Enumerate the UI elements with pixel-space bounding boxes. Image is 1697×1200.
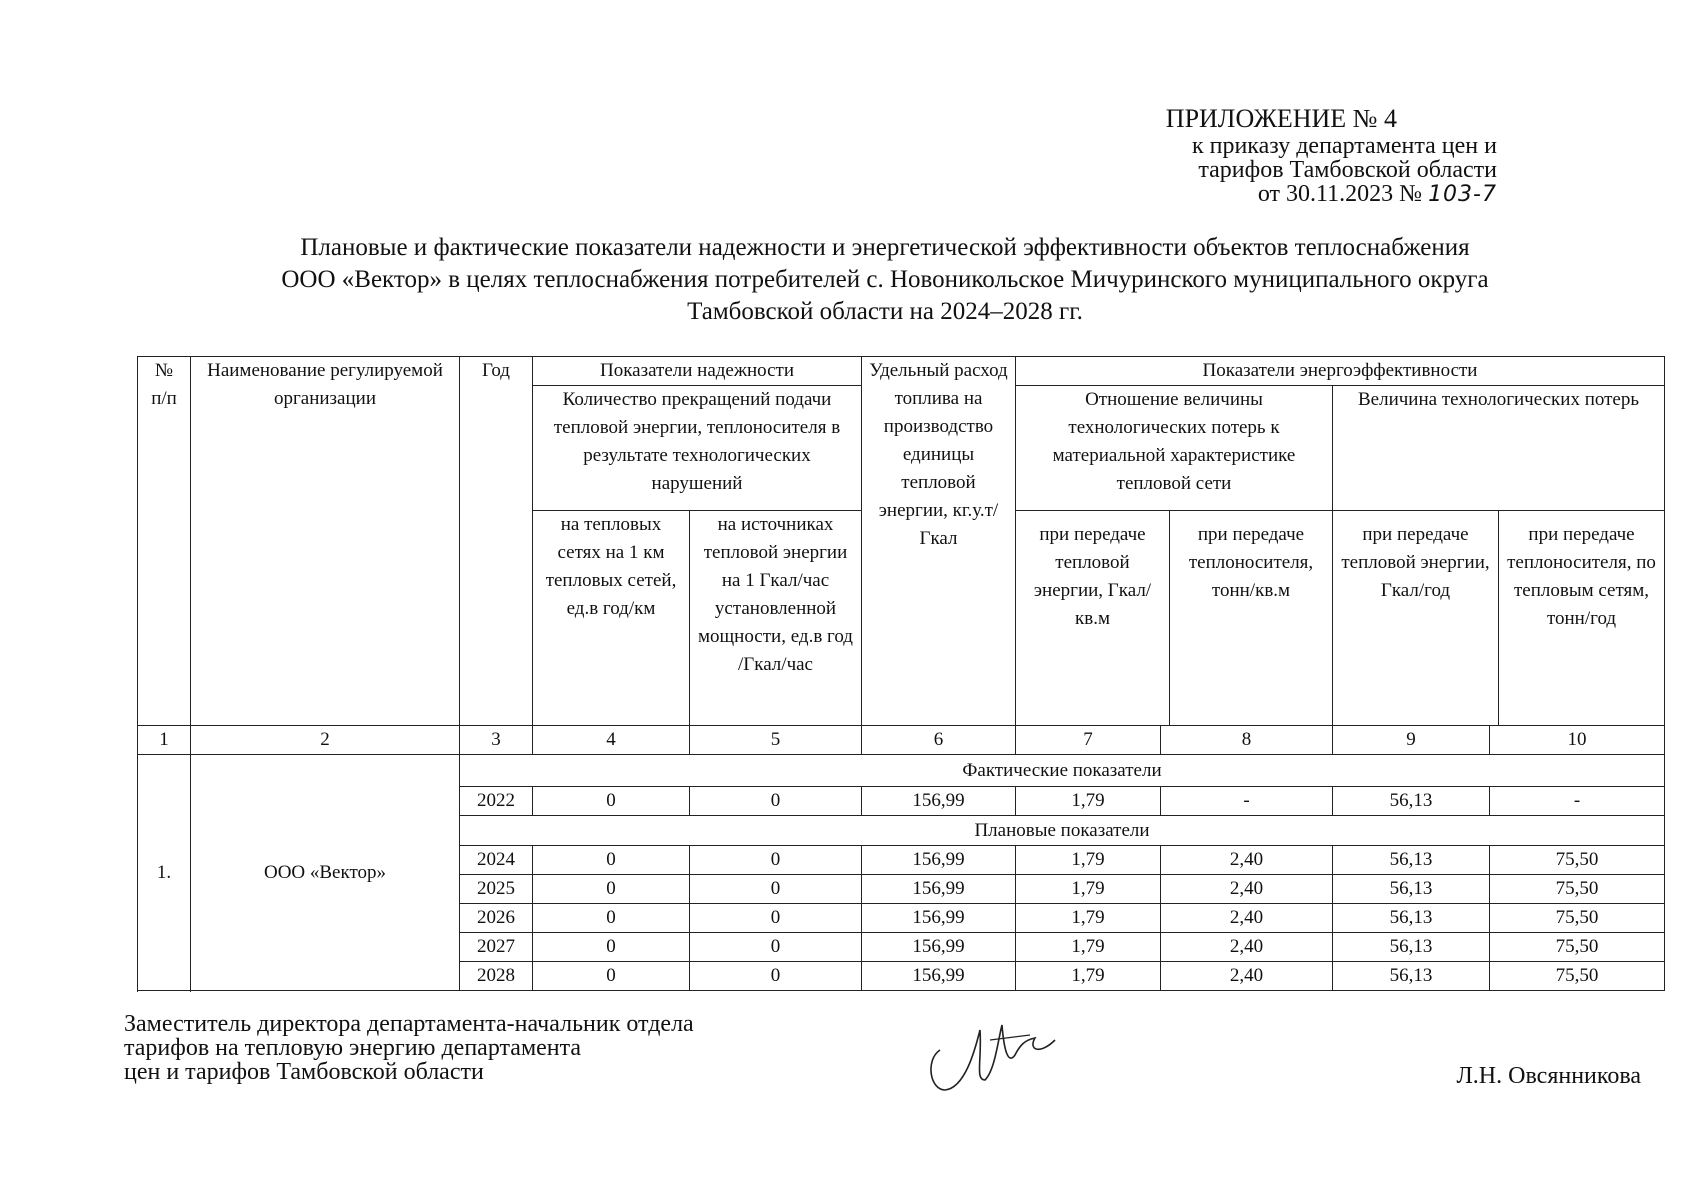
header-reliability-sub: Количество прекращений подачи тепловой энергии, теплоносителя в результате технологических нарушений — [533, 386, 862, 511]
table-cell: 2022 — [460, 787, 533, 816]
organization-name: ООО «Вектор» — [191, 755, 460, 991]
table-cell: 56,13 — [1333, 787, 1490, 816]
table-cell: 2025 — [460, 875, 533, 904]
table-cell: 0 — [533, 787, 690, 816]
table-cell: 2027 — [460, 933, 533, 962]
table-cell: 75,50 — [1490, 933, 1665, 962]
column-number-cell: 6 — [862, 726, 1016, 755]
header-number: № п/п — [138, 357, 191, 726]
table-cell: 0 — [533, 875, 690, 904]
header-org-name: Наименование регулируемой организации — [191, 357, 460, 726]
header-col10: при передаче теплоносителя, по тепловым сетям, тонн/год — [1499, 511, 1665, 726]
table-cell: 156,99 — [862, 875, 1016, 904]
column-number-cell: 5 — [690, 726, 862, 755]
document-title — [140, 232, 1630, 328]
row-number: 1. — [138, 755, 191, 991]
appendix-line-3: тарифов Тамбовской области — [1198, 157, 1497, 183]
column-number-row — [138, 726, 1665, 755]
appendix-title: ПРИЛОЖЕНИЕ № 4 — [1165, 104, 1397, 133]
header-col9: при передаче тепловой энергии, Гкал/год — [1333, 511, 1499, 726]
appendix-header — [897, 104, 1497, 207]
table-cell: 2026 — [460, 904, 533, 933]
table-cell: 156,99 — [862, 904, 1016, 933]
table-cell: 56,13 — [1333, 875, 1490, 904]
table-cell: 1,79 — [1016, 933, 1161, 962]
table-cell: 1,79 — [1016, 846, 1161, 875]
table-cell: 2,40 — [1161, 962, 1333, 991]
table-cell: 1,79 — [1016, 787, 1161, 816]
table-cell: 0 — [533, 933, 690, 962]
table-cell: 0 — [690, 962, 862, 991]
table-cell: 75,50 — [1490, 846, 1665, 875]
header-losses: Величина технологических потерь — [1357, 389, 1640, 410]
table-cell: 156,99 — [862, 933, 1016, 962]
fact-label-row — [138, 755, 1665, 787]
signature-block — [124, 1012, 694, 1084]
table-cell: - — [1161, 787, 1333, 816]
table-cell: 0 — [690, 904, 862, 933]
table-cell: 56,13 — [1333, 933, 1490, 962]
handwritten-signature — [920, 1010, 1070, 1100]
table-cell: 0 — [533, 904, 690, 933]
table-cell: 0 — [690, 875, 862, 904]
table-cell: 2,40 — [1161, 846, 1333, 875]
document-title-line-2: ООО «Вектор» в целях теплоснабжения потребителей с. Новоникольское Мичуринского муниципального округа — [281, 266, 1489, 293]
table-cell: 56,13 — [1333, 846, 1490, 875]
indicators-table — [137, 356, 1665, 991]
appendix-line-2: к приказу департамента цен и — [1191, 133, 1497, 159]
header-ratio-block — [1016, 386, 1333, 726]
table-cell: 2024 — [460, 846, 533, 875]
table-cell: 156,99 — [862, 962, 1016, 991]
header-col8: при передаче теплоносителя, тонн/кв.м — [1170, 511, 1333, 726]
signer-name: Л.Н. Овсянникова — [1456, 1063, 1641, 1089]
table-cell: 156,99 — [862, 787, 1016, 816]
column-number-cell: 9 — [1333, 726, 1490, 755]
header-col5: на источниках тепловой энергии на 1 Гкал/час установленной мощности, ед.в год /Гкал/час — [690, 510, 862, 725]
table-cell: - — [1490, 787, 1665, 816]
table-cell: 0 — [533, 846, 690, 875]
footer-line-1: Заместитель директора департамента-начальник отдела — [124, 1011, 694, 1037]
header-energy-efficiency: Показатели энергоэффективности — [1016, 357, 1665, 386]
table-cell: 0 — [690, 787, 862, 816]
column-number-cell: 8 — [1161, 726, 1333, 755]
header-reliability: Показатели надежности — [533, 357, 862, 386]
losses-subtable — [1333, 510, 1664, 725]
document-title-line-3: Тамбовской области на 2024–2028 гг. — [687, 298, 1083, 325]
table-cell: 56,13 — [1333, 962, 1490, 991]
document-title-line-1: Плановые и фактические показатели надежности и энергетической эффективности объектов теплоснабжения — [300, 234, 1470, 261]
table-cell: 2,40 — [1161, 933, 1333, 962]
table-cell: 75,50 — [1490, 962, 1665, 991]
ratio-subtable — [1016, 510, 1332, 725]
table-cell: 2,40 — [1161, 875, 1333, 904]
column-number-cell: 10 — [1490, 726, 1665, 755]
order-number-handwritten: 103-7 — [1428, 182, 1497, 207]
column-number-cell: 1 — [138, 726, 191, 755]
table-cell: 75,50 — [1490, 875, 1665, 904]
table-cell: 75,50 — [1490, 904, 1665, 933]
table-cell: 1,79 — [1016, 875, 1161, 904]
table-cell: 1,79 — [1016, 904, 1161, 933]
table-cell: 0 — [690, 933, 862, 962]
table-cell: 1,79 — [1016, 962, 1161, 991]
table-cell: 56,13 — [1333, 904, 1490, 933]
header-ratio: Отношение величины технологических потерь к материальной характеристике тепловой сети — [1052, 389, 1296, 494]
column-number-cell: 2 — [191, 726, 460, 755]
table-cell: 156,99 — [862, 846, 1016, 875]
header-col4: на тепловых сетях на 1 км тепловых сетей, ед.в год/км — [533, 510, 690, 725]
table-body — [138, 357, 1665, 991]
fact-section-label: Фактические показатели — [460, 755, 1665, 787]
header-col7: при передаче тепловой энергии, Гкал/кв.м — [1016, 511, 1170, 726]
footer-line-2: тарифов на тепловую энергию департамента — [124, 1035, 582, 1061]
header-losses-block — [1333, 386, 1665, 726]
table-cell: 2028 — [460, 962, 533, 991]
footer-line-3: цен и тарифов Тамбовской области — [124, 1059, 484, 1085]
column-number-cell: 7 — [1016, 726, 1161, 755]
header-fuel-consumption: Удельный расход топлива на производство единицы тепловой энергии, кг.у.т/Гкал — [862, 357, 1016, 726]
header-year: Год — [460, 357, 533, 726]
table-cell: 0 — [690, 846, 862, 875]
plan-section-label: Плановые показатели — [460, 816, 1665, 846]
column-number-cell: 3 — [460, 726, 533, 755]
table-cell: 0 — [533, 962, 690, 991]
appendix-date: от 30.11.2023 № — [1257, 181, 1423, 207]
indicators-table-wrapper — [137, 356, 1664, 991]
table-cell: 2,40 — [1161, 904, 1333, 933]
column-number-cell: 4 — [533, 726, 690, 755]
